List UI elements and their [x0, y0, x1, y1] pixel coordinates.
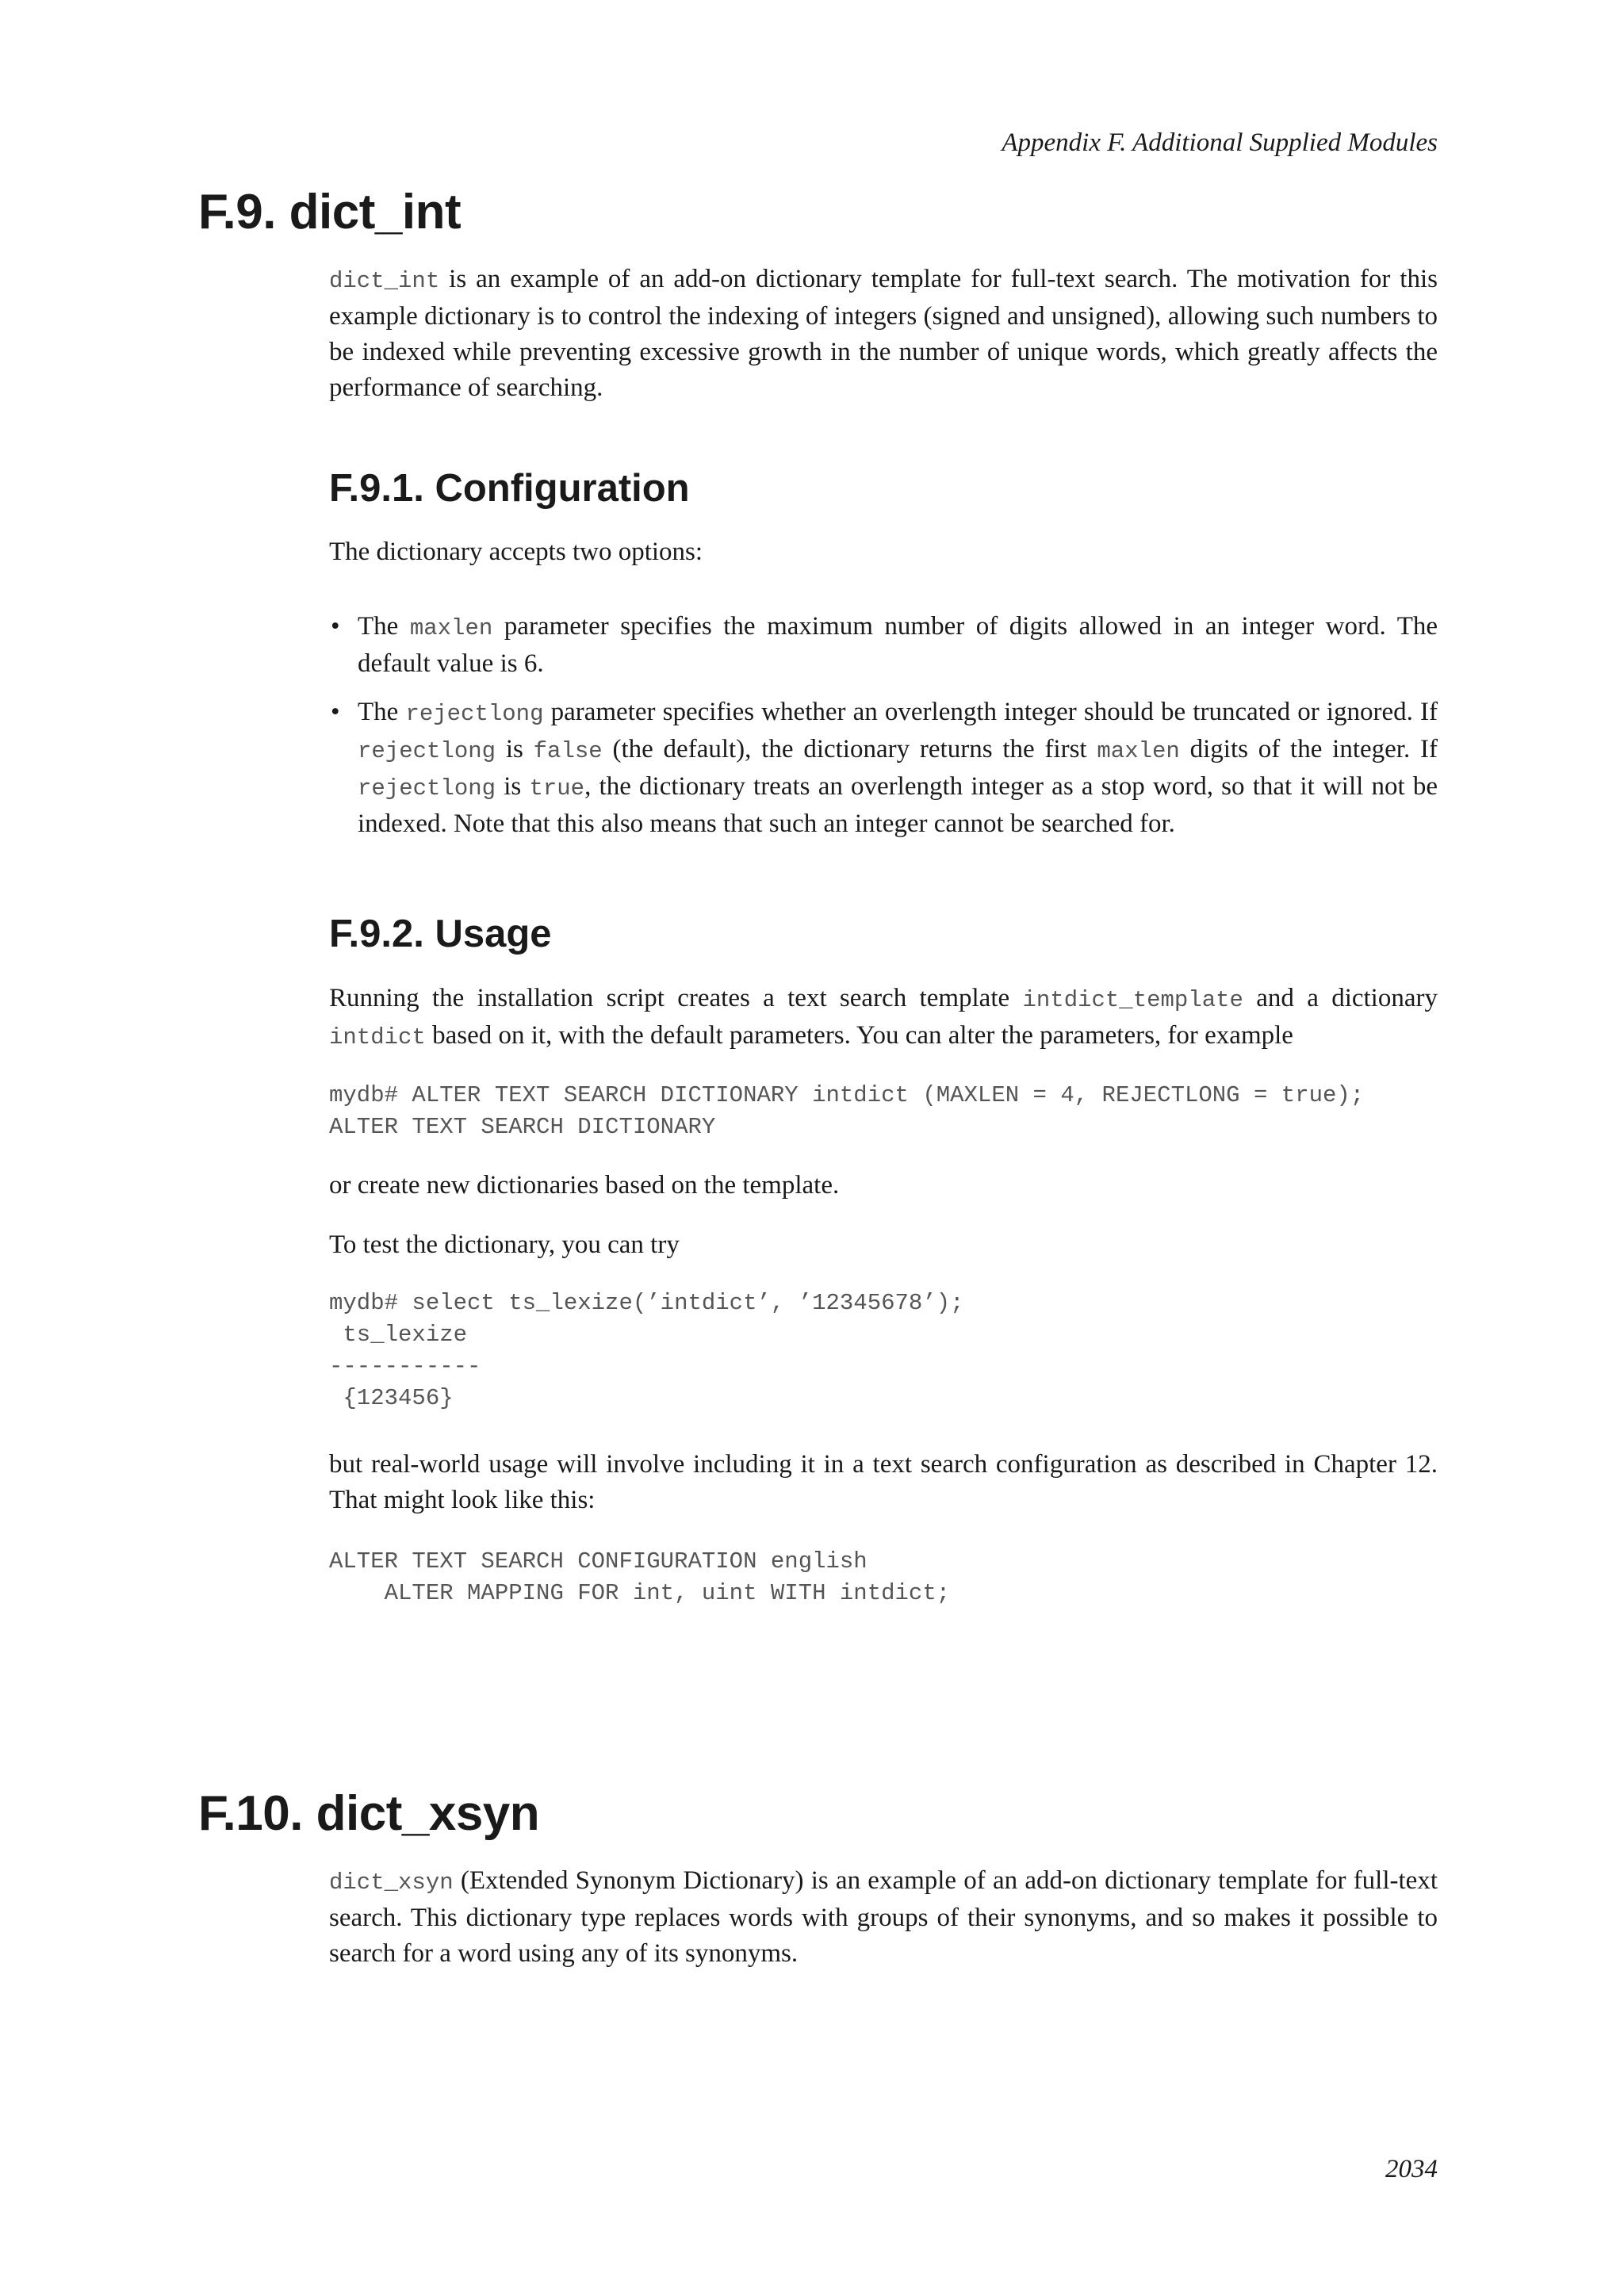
running-header: Appendix F. Additional Supplied Modules	[1002, 128, 1438, 157]
text: The	[358, 612, 410, 641]
inline-code: intdict_template	[1022, 987, 1243, 1013]
inline-code: false	[533, 738, 603, 764]
inline-code: true	[529, 775, 585, 802]
usage-paragraph-3: To test the dictionary, you can try	[329, 1230, 680, 1259]
text: (the default), the dictionary returns the first	[602, 735, 1097, 763]
text: digits of the integer. If	[1179, 735, 1438, 763]
section-title-dict-int: F.9. dict_int	[198, 185, 462, 239]
text: and a dictionary	[1243, 984, 1438, 1012]
inline-code: intdict	[329, 1024, 426, 1050]
configuration-options-list	[329, 609, 1438, 855]
text: is	[496, 735, 534, 763]
dict-xsyn-intro-paragraph	[329, 1863, 1438, 1972]
inline-code: maxlen	[409, 615, 493, 641]
text: The	[358, 698, 406, 726]
code-block-alter-dictionary: mydb# ALTER TEXT SEARCH DICTIONARY intdict (MAXLEN = 4, REJECTLONG = true); ALTER TEXT SEARCH DICTIONARY	[329, 1082, 1365, 1140]
code-block-alter-configuration: ALTER TEXT SEARCH CONFIGURATION english ALTER MAPPING FOR int, uint WITH intdict;	[329, 1548, 951, 1606]
list-item-maxlen	[329, 609, 1438, 682]
inline-code: rejectlong	[358, 738, 496, 764]
subsection-title-usage: F.9.2. Usage	[329, 913, 552, 955]
inline-code: maxlen	[1097, 738, 1180, 764]
subsection-title-configuration: F.9.1. Configuration	[329, 467, 690, 510]
text: based on it, with the default parameters. You can alter the parameters, for example	[425, 1021, 1293, 1050]
list-item-rejectlong	[329, 695, 1438, 842]
code-block-ts-lexize: mydb# select ts_lexize(’intdict’, ’12345678’); ts_lexize ----------- {123456}	[329, 1290, 964, 1411]
usage-paragraph-2: or create new dictionaries based on the template.	[329, 1171, 840, 1200]
usage-paragraph-4: but real-world usage will involve including it in a text search configuration as described in Chapter 12. That might look like this:	[329, 1450, 1438, 1514]
text: parameter specifies the maximum number of digits allowed in an integer word. The default value is 6.	[358, 612, 1438, 678]
inline-code: dict_xsyn	[329, 1869, 454, 1896]
dict-int-intro-paragraph	[329, 262, 1438, 406]
text: is	[496, 772, 530, 801]
bullet-icon: •	[331, 698, 340, 726]
section-title-dict-xsyn: F.10. dict_xsyn	[198, 1786, 540, 1841]
paragraph-text: (Extended Synonym Dictionary) is an example of an add-on dictionary template for full-text search. This dictionary type replaces words with groups of their synonyms, and so makes it possible to search for a word using any of its synonyms.	[329, 1866, 1438, 1968]
inline-code: rejectlong	[405, 701, 544, 727]
inline-code: dict_int	[329, 268, 440, 294]
text: parameter specifies whether an overlength integer should be truncated or ignored. If	[543, 698, 1438, 726]
usage-paragraph-1	[329, 981, 1438, 1055]
configuration-intro: The dictionary accepts two options:	[329, 538, 703, 566]
page-number: 2034	[1385, 2155, 1438, 2183]
text: Running the installation script creates a text search template	[329, 984, 1023, 1012]
text: , the dictionary treats an overlength integer as a stop word, so that it will not be indexed. Note that this also means that such an integer cannot be searched for.	[358, 772, 1438, 838]
inline-code: rejectlong	[358, 775, 496, 802]
paragraph-text: is an example of an add-on dictionary template for full-text search. The motivation for this example dictionary is to control the indexing of integers (signed and unsigned), allowing such numbers to be indexed while preventing excessive growth in the number of unique words, which greatly affects the performance of searching.	[329, 265, 1438, 402]
bullet-icon: •	[331, 612, 340, 641]
